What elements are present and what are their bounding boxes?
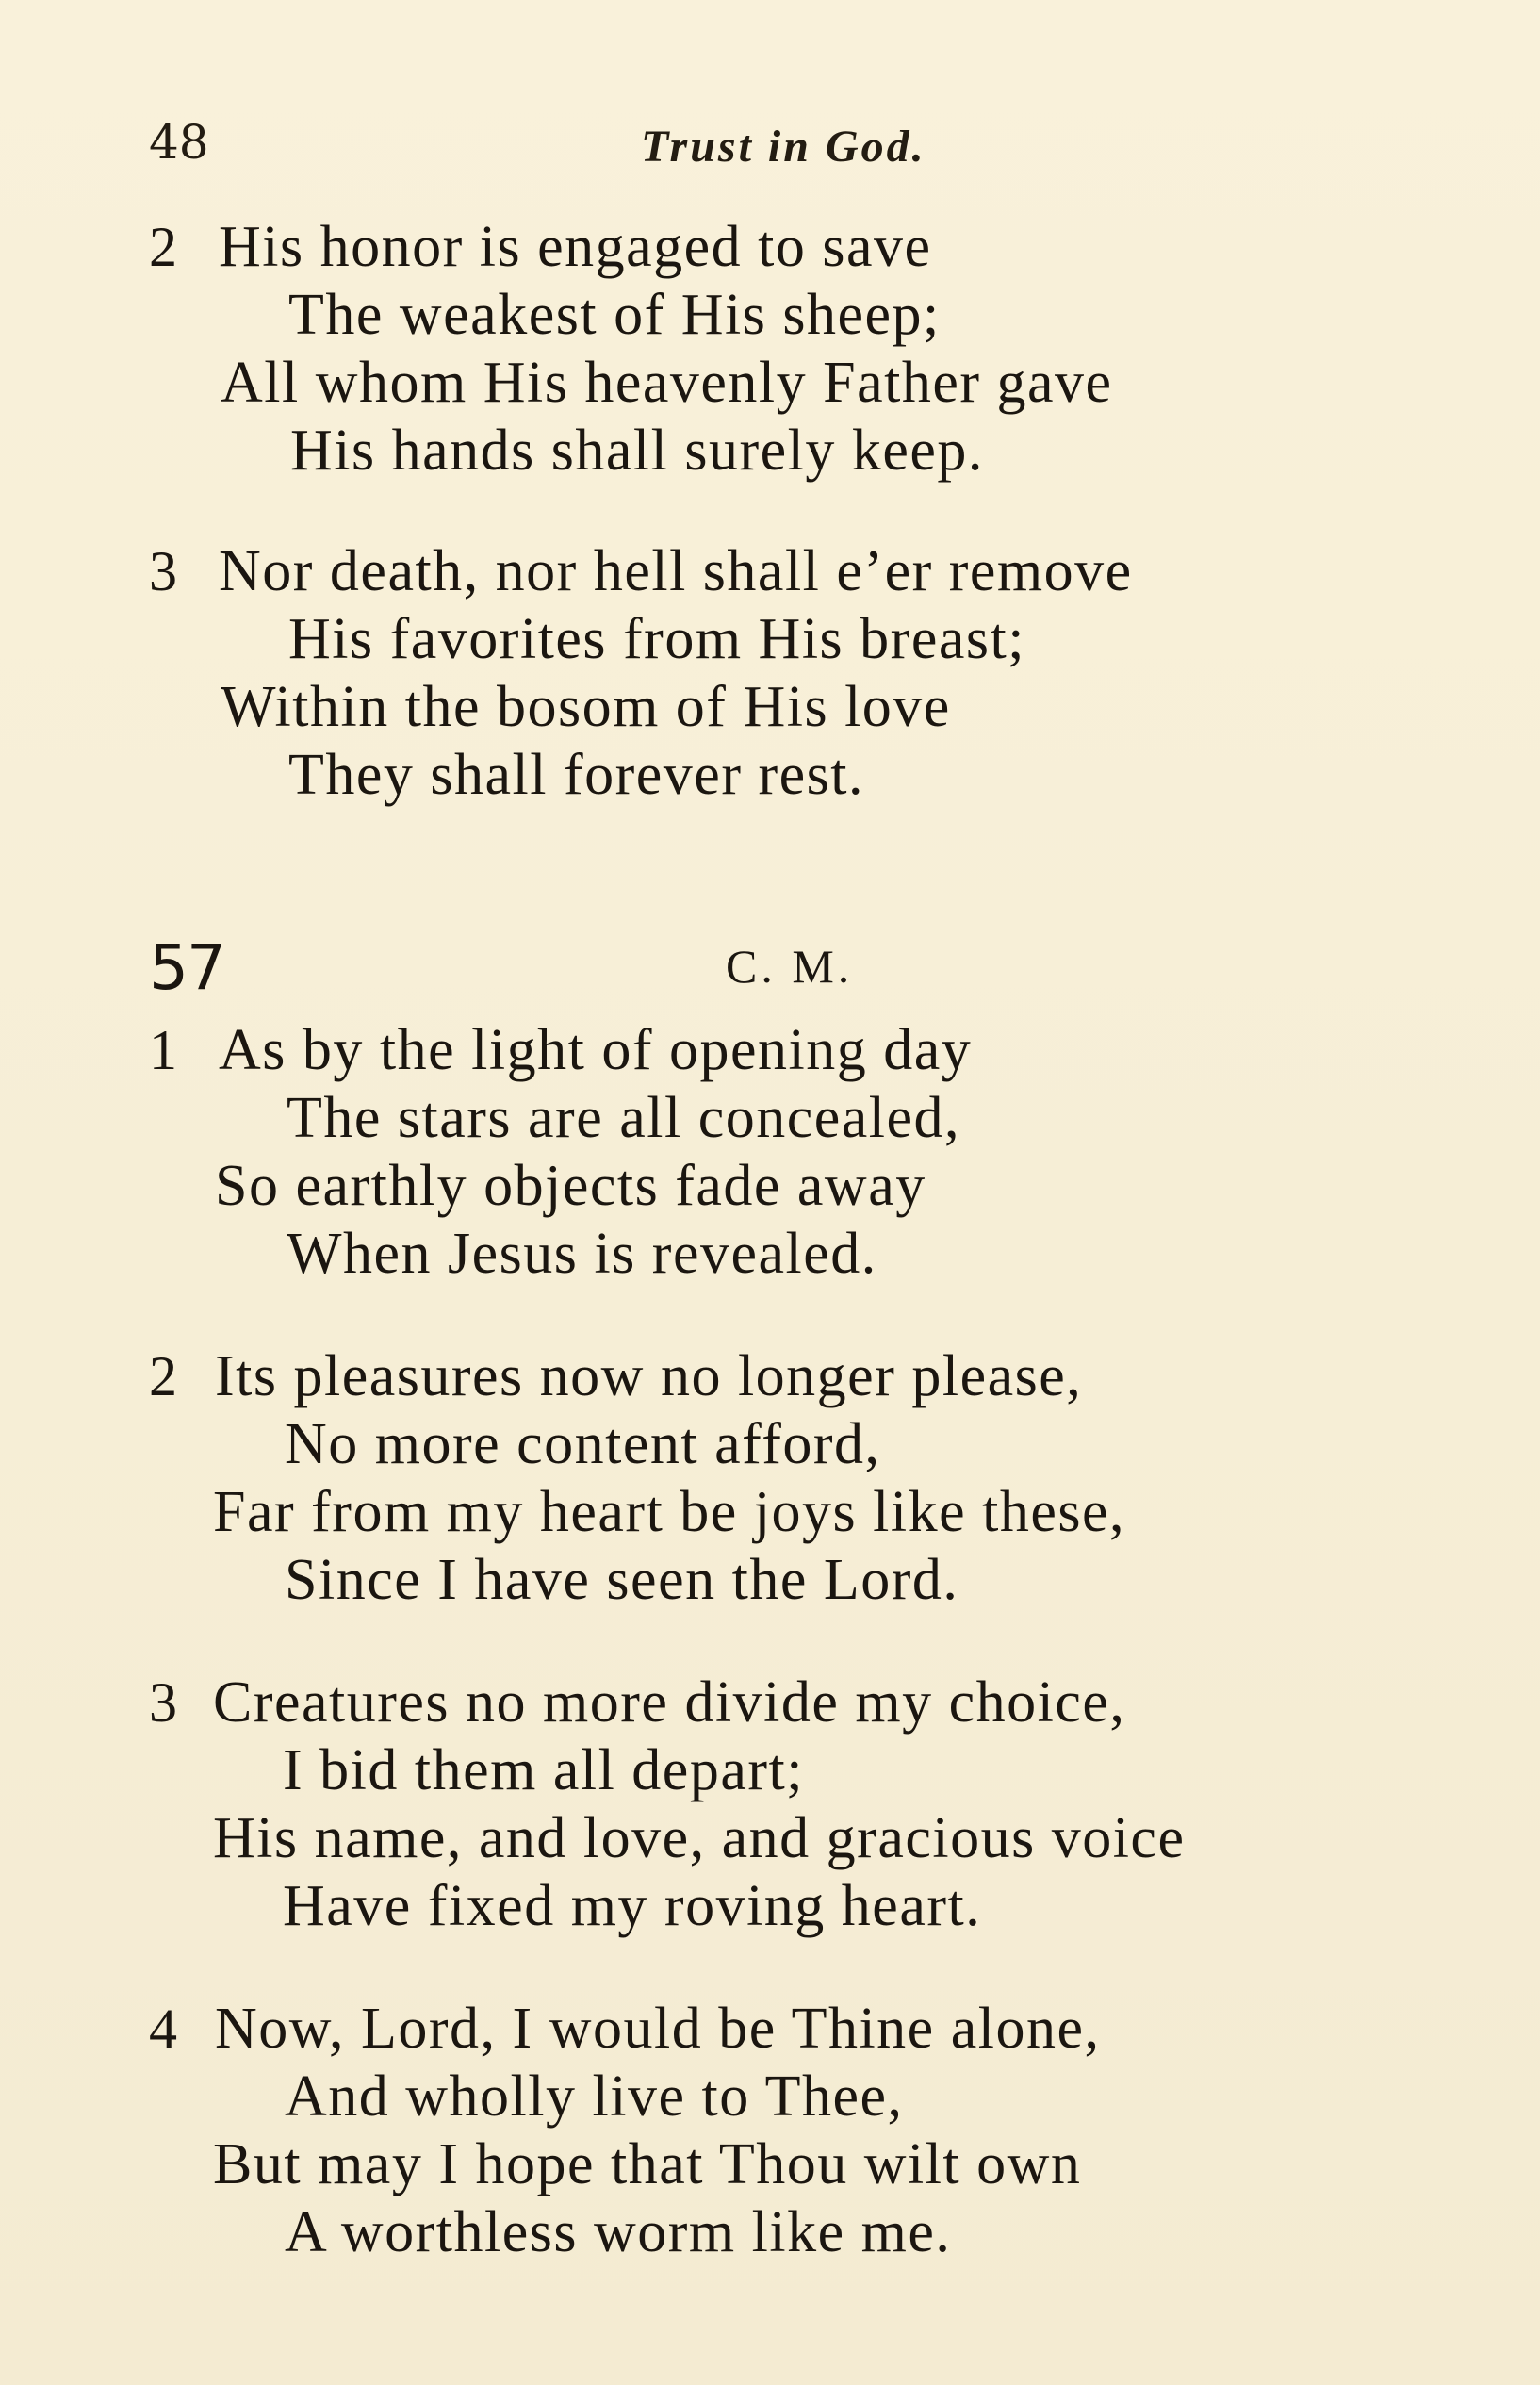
hymn-number: 57 bbox=[149, 931, 224, 1004]
verse-line: When Jesus is revealed. bbox=[287, 1222, 877, 1286]
hymn-meter: C. M. bbox=[726, 940, 854, 993]
verse-line: But may I hope that Thou wilt own bbox=[213, 2132, 1082, 2196]
verse-line: A worthless worm like me. bbox=[285, 2200, 952, 2264]
verse-line: Far from my heart be joys like these, bbox=[213, 1480, 1126, 1544]
verse-line: No more content afford, bbox=[285, 1412, 881, 1476]
verse-line: Creatures no more divide my choice, bbox=[213, 1670, 1126, 1735]
verse-line: The stars are all concealed, bbox=[287, 1086, 961, 1150]
verse-line: Its pleasures now no longer please, bbox=[215, 1344, 1083, 1408]
running-title: Trust in God. bbox=[641, 122, 926, 172]
verse-number: 4 bbox=[149, 1998, 177, 2060]
verse-line: They shall forever rest. bbox=[288, 743, 864, 807]
verse-line: Within the bosom of His love bbox=[221, 675, 951, 739]
verse-line: Have fixed my roving heart. bbox=[283, 1874, 982, 1938]
verse-number: 3 bbox=[149, 540, 177, 602]
verse-line: And wholly live to Thee, bbox=[285, 2064, 904, 2129]
verse-line: As by the light of opening day bbox=[219, 1018, 973, 1082]
page-number: 48 bbox=[149, 115, 209, 170]
verse-line: All whom His heavenly Father gave bbox=[221, 351, 1113, 415]
verse-number: 1 bbox=[149, 1019, 177, 1081]
verse-line: The weakest of His sheep; bbox=[288, 283, 941, 347]
verse-line: I bid them all depart; bbox=[283, 1738, 804, 1802]
verse-line: Since I have seen the Lord. bbox=[285, 1548, 959, 1612]
verse-line: So earthly objects fade away bbox=[215, 1154, 926, 1218]
verse-line: Now, Lord, I would be Thine alone, bbox=[215, 1997, 1101, 2061]
verse-line: His name, and love, and gracious voice bbox=[213, 1806, 1186, 1870]
verse-number: 2 bbox=[149, 1345, 177, 1407]
verse-number: 3 bbox=[149, 1671, 177, 1734]
verse-line: His favorites from His breast; bbox=[288, 607, 1025, 671]
verse-line: Nor death, nor hell shall e’er remove bbox=[219, 539, 1133, 603]
verse-line: His hands shall surely keep. bbox=[290, 419, 984, 483]
verse-line: His honor is engaged to save bbox=[219, 215, 932, 279]
verse-number: 2 bbox=[149, 216, 177, 278]
